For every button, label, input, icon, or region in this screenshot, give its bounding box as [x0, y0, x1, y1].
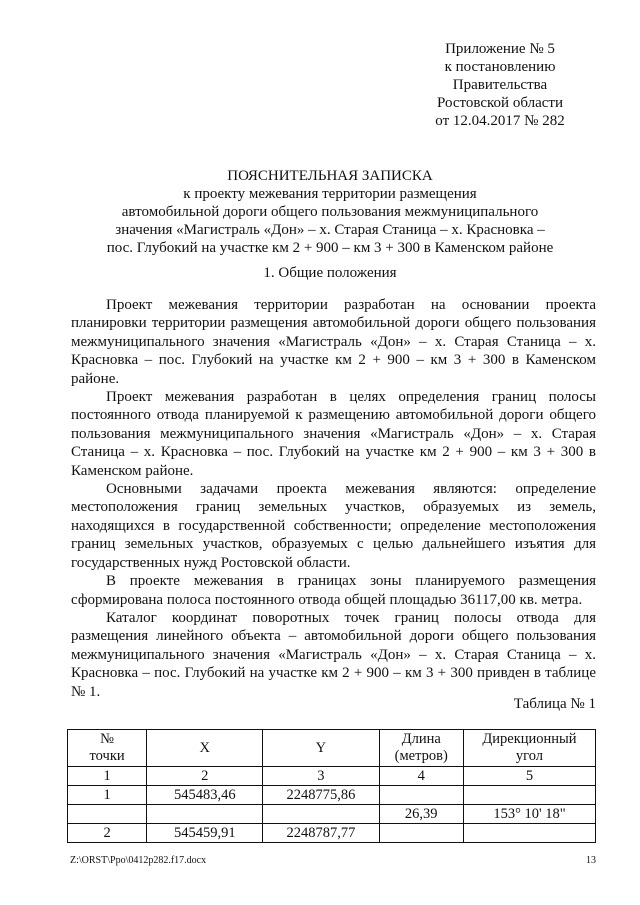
cell-x: 545483,46	[147, 786, 263, 805]
appendix-line: Правительства	[452, 77, 548, 93]
coordinates-table	[67, 729, 596, 843]
header-point-line: №	[100, 731, 115, 747]
cell-direction	[463, 824, 595, 843]
table-row	[68, 824, 596, 843]
appendix-line: от 12.04.2017 № 282	[435, 113, 565, 129]
footer-file-path: Z:\ORST\Ppo\0412p282.f17.docx	[70, 855, 207, 866]
cell-length	[379, 824, 463, 843]
table-row	[68, 786, 596, 805]
header-point	[68, 730, 147, 767]
paragraph: Проект межевания разработан в целях определения границ полосы постоянного отвода планируемой к размещению автомобильной дороги общего пользования межмуниципального значения «Магистраль «Дон» – х. Старая Станица – х. Красновка – пос. Глубокий на участке км 2 + 900 – км 3 + 300 в Каменском районе.	[71, 389, 596, 479]
header-direction	[463, 730, 595, 767]
header-length-line: (метров)	[394, 748, 448, 764]
cell-y: 2248787,77	[263, 824, 379, 843]
table-header-row	[68, 730, 596, 767]
column-number: 1	[68, 767, 147, 786]
header-length-line: Длина	[401, 731, 441, 747]
column-number: 2	[147, 767, 263, 786]
table-row	[68, 805, 596, 824]
header-direction-line: Дирекционный	[482, 731, 577, 747]
cell-length: 26,39	[379, 805, 463, 824]
header-x: X	[147, 730, 263, 767]
appendix-line: Приложение № 5	[445, 41, 555, 57]
body-text	[71, 296, 596, 701]
appendix-line: к постановлению	[444, 59, 556, 75]
title-heading: ПОЯСНИТЕЛЬНАЯ ЗАПИСКА	[227, 168, 433, 184]
cell-direction	[463, 786, 595, 805]
table-caption: Таблица № 1	[513, 696, 596, 712]
header-y: Y	[263, 730, 379, 767]
cell-x	[147, 805, 263, 824]
title-line: автомобильной дороги общего пользования межмуниципального	[121, 204, 539, 220]
page-number: 13	[586, 855, 596, 866]
column-number: 3	[263, 767, 379, 786]
cell-point: 1	[68, 786, 147, 805]
cell-point: 2	[68, 824, 147, 843]
header-point-line: точки	[89, 748, 125, 764]
cell-y	[263, 805, 379, 824]
cell-length	[379, 786, 463, 805]
paragraph: В проекте межевания в границах зоны планируемого размещения сформирована полоса постоянного отвода общей площадью 36117,00 кв. метра.	[71, 573, 596, 608]
title-line: к проекту межевания территории размещения	[183, 186, 477, 202]
cell-x: 545459,91	[147, 824, 263, 843]
title-line: пос. Глубокий на участке км 2 + 900 – км 3 + 300 в Каменском районе	[106, 240, 554, 256]
header-direction-line: угол	[515, 748, 544, 764]
paragraph: Каталог координат поворотных точек границ полосы отвода для размещения линейного объекта – автомобильной дороги общего пользования межмуниципального значения «Магистраль «Дон» – х. Старая Станица – х. Красновка – пос. Глубокий на участке км 2 + 900 – км 3 + 300 привден в таблице № 1.	[71, 609, 596, 700]
section-heading: 1. Общие положения	[263, 265, 397, 281]
cell-point	[68, 805, 147, 824]
header-length	[379, 730, 463, 767]
column-number-row	[68, 767, 596, 786]
document-title	[60, 167, 600, 257]
cell-direction: 153° 10' 18"	[463, 805, 595, 824]
cell-y: 2248775,86	[263, 786, 379, 805]
column-number: 4	[379, 767, 463, 786]
appendix-line: Ростовской области	[437, 95, 563, 111]
paragraph: Основными задачами проекта межевания являются: определение местоположения границ земельных участков, образуемых из земель, находящихся в государственной собственности; определение местоположения границ земельных участков, образуемых с целью дальнейшего изъятия для государственных нужд Ростовской области.	[71, 481, 596, 571]
paragraph: Проект межевания территории разработан на основании проекта планировки территории размещения автомобильной дороги общего пользования межмуниципального значения «Магистраль «Дон» – х. Старая Станица – х. Красновка – пос. Глубокий на участке км 2 + 900 – км 3 + 300 в Каменском районе.	[71, 297, 596, 387]
title-line: значения «Магистраль «Дон» – х. Старая Станица – х. Красновка –	[115, 222, 545, 238]
column-number: 5	[463, 767, 595, 786]
appendix-header	[400, 40, 600, 130]
